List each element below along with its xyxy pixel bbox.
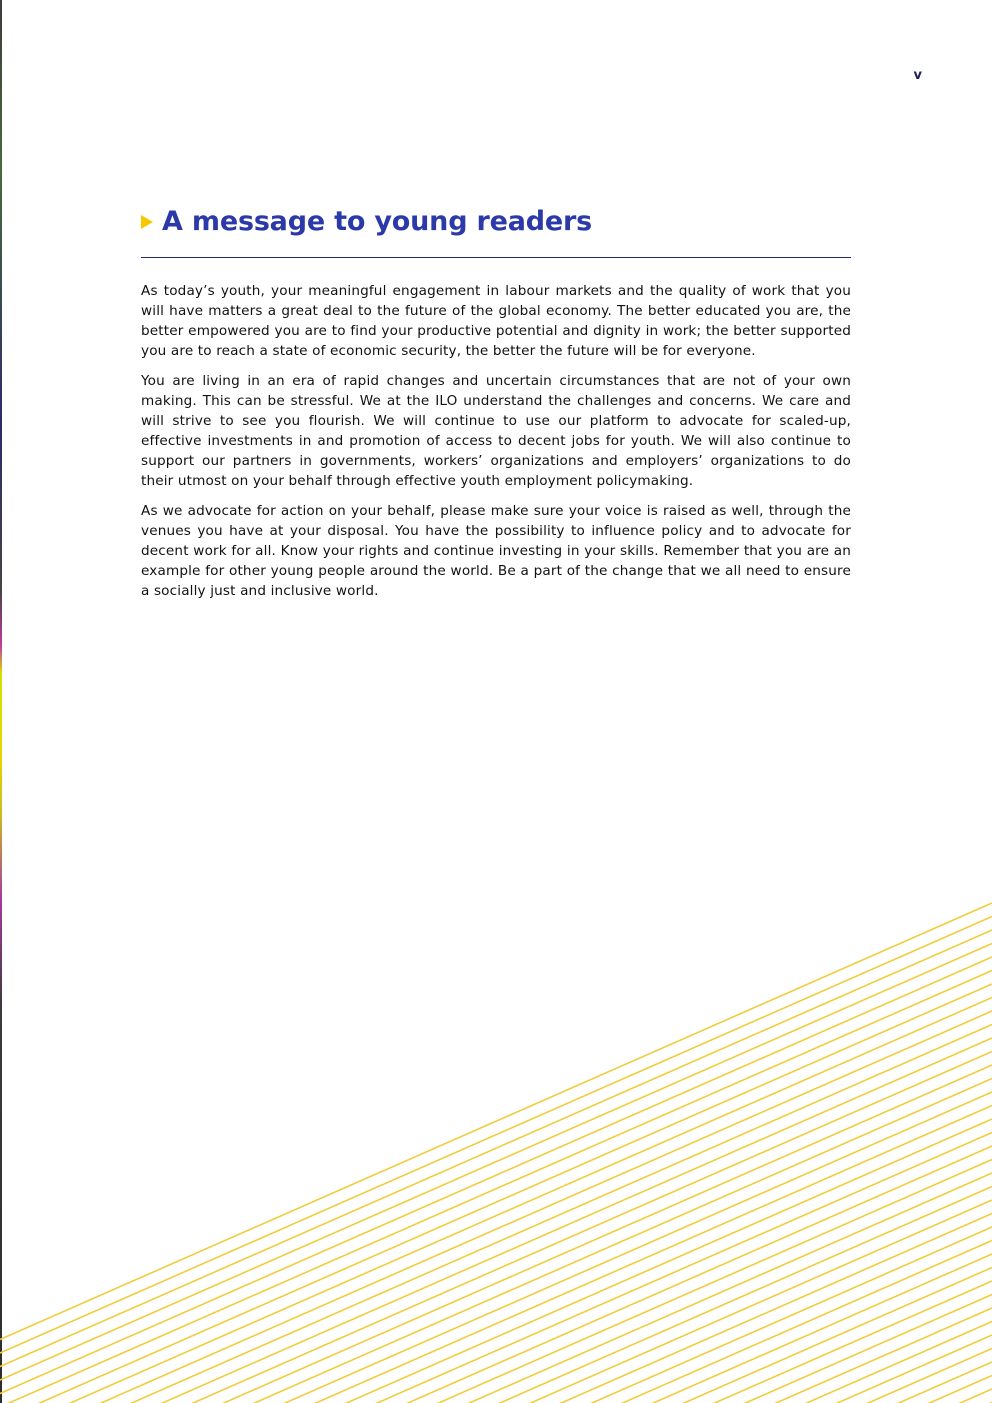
stripe-line	[0, 1187, 992, 1403]
page-number: v	[913, 68, 922, 83]
paragraph-1: As today’s youth, your meaningful engagement in labour markets and the quality of work that you will have matters a great deal to the future of the global economy. The better educated you are, the better empowered you are to find your productive potential and dignity in work; the better supported you are to reach a state of economic security, the better the future will be for everyone.	[141, 283, 851, 359]
section-title: A message to young readers	[162, 206, 592, 237]
stripe-line	[0, 1160, 992, 1403]
paragraph-3: As we advocate for action on your behalf, please make sure your voice is raised as well, through the venues you have at your disposal. You have the possibility to influence policy and to advocate for decent work for all. Know your rights and continue investing in your skills. Remember that you are an example for other young people around the world. Be a part of the change that we all need to ensure a socially just and inclusive world.	[141, 503, 851, 599]
stripe-line	[0, 930, 992, 1403]
stripe-line	[0, 917, 992, 1403]
stripe-line	[0, 1133, 992, 1403]
stripe-line	[0, 971, 992, 1403]
stripe-line	[0, 1038, 992, 1403]
stripe-line	[0, 1106, 992, 1403]
stripe-line	[0, 957, 992, 1403]
paragraph-2: You are living in an era of rapid changes and uncertain circumstances that are not of your own making. This can be stressful. We at the ILO understand the challenges and concerns. We care and will strive to see you flourish. We will continue to use our platform to advocate for scaled-up, effective investments in and promotion of access to decent jobs for youth. We will also continue to support our partners in governments, workers’ organizations and employers’ organizations to do their utmost on your behalf through effective youth employment policymaking.	[141, 373, 851, 489]
stripe-line	[0, 984, 992, 1403]
stripe-line	[0, 944, 992, 1403]
stripe-line	[0, 1065, 992, 1403]
stripe-line	[0, 1376, 992, 1403]
stripe-lines	[0, 903, 992, 1403]
stripe-line	[0, 1011, 992, 1403]
stripe-line	[0, 1092, 992, 1403]
